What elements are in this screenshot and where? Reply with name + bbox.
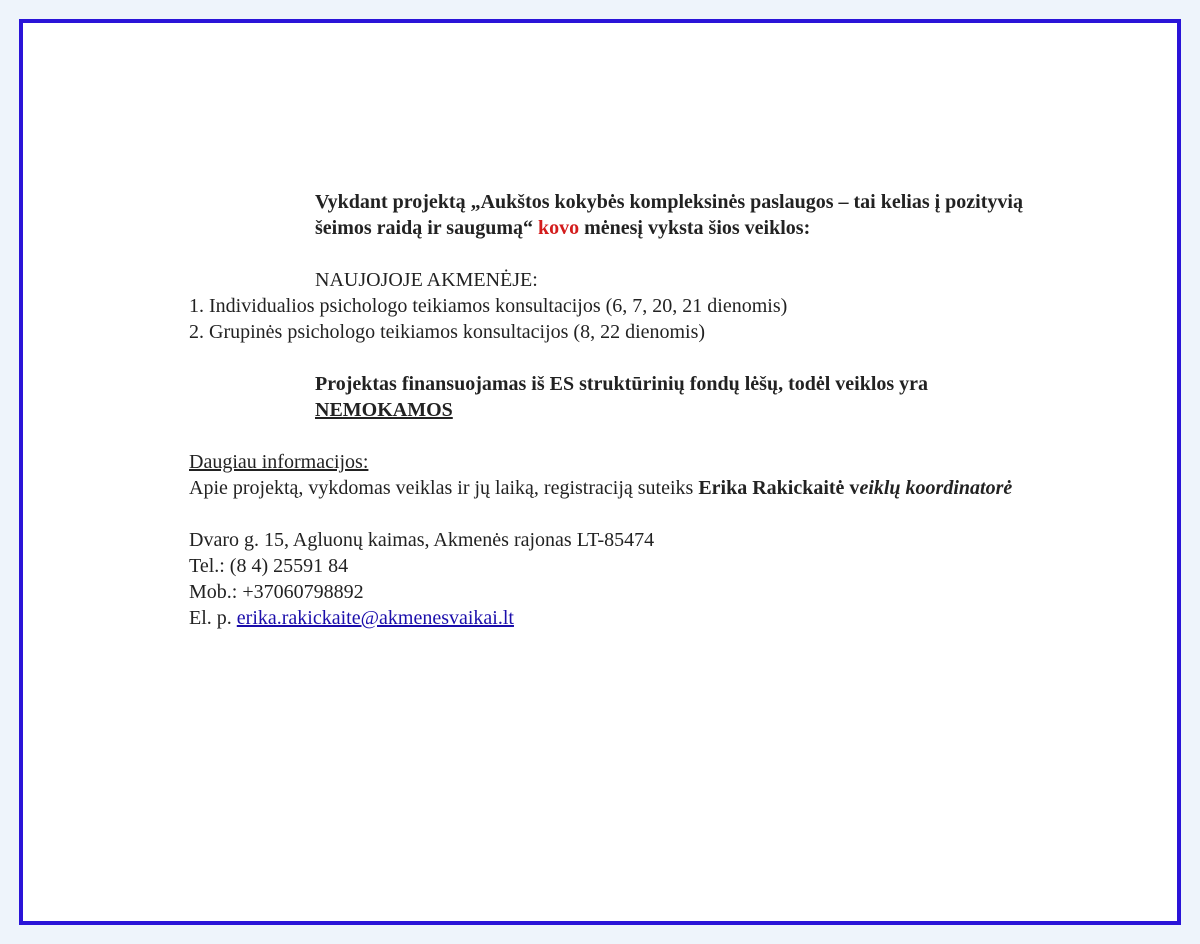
- activity-item-1: 1. Individualios psichologo teikiamos konsultacijos (6, 7, 20, 21 dienomis): [189, 295, 788, 317]
- spacer: [189, 423, 1069, 449]
- contact-mobile: Mob.: +37060798892: [189, 581, 364, 603]
- spacer: [189, 241, 1069, 267]
- coordinator-name: Erika Rakickaitė v: [698, 477, 860, 499]
- intro-text-start: Vykdant projektą „Aukštos kokybės kompleksinės paslaugos – tai kelias į pozityvią šeimos raidą ir saugumą“: [315, 191, 1023, 239]
- activity-item-2: 2. Grupinės psichologo teikiamos konsultacijos (8, 22 dienomis): [189, 321, 706, 343]
- contact-phone: Tel.: (8 4) 25591 84: [189, 555, 349, 577]
- location-heading: NAUJOJOJE AKMENĖJE:: [315, 269, 538, 291]
- spacer: [189, 501, 1069, 527]
- email-label: El. p.: [189, 607, 237, 629]
- intro-month: kovo: [537, 217, 580, 239]
- info-text: Apie projektą, vykdomas veiklas ir jų laiką, registraciją suteiks: [189, 477, 699, 499]
- document-content: [189, 189, 1069, 631]
- coordinator-role: eiklų koordinatorė: [859, 477, 1013, 499]
- free-label: NEMOKAMOS: [315, 399, 453, 421]
- info-paragraph: [189, 475, 1069, 501]
- contact-email-line: [189, 605, 1069, 631]
- spacer: [189, 345, 1069, 371]
- funding-text: Projektas finansuojamas iš ES struktūrinių fondų lėšų, todėl veiklos yra: [315, 373, 929, 395]
- document-page: [19, 19, 1181, 925]
- info-heading: Daugiau informacijos:: [189, 451, 369, 473]
- funding-paragraph: [189, 371, 1069, 423]
- intro-paragraph: [189, 189, 1069, 241]
- intro-text-end: mėnesį vyksta šios veiklos:: [579, 217, 811, 239]
- email-link[interactable]: erika.rakickaite@akmenesvaikai.lt: [236, 607, 514, 629]
- contact-address: Dvaro g. 15, Agluonų kaimas, Akmenės rajonas LT-85474: [189, 529, 655, 551]
